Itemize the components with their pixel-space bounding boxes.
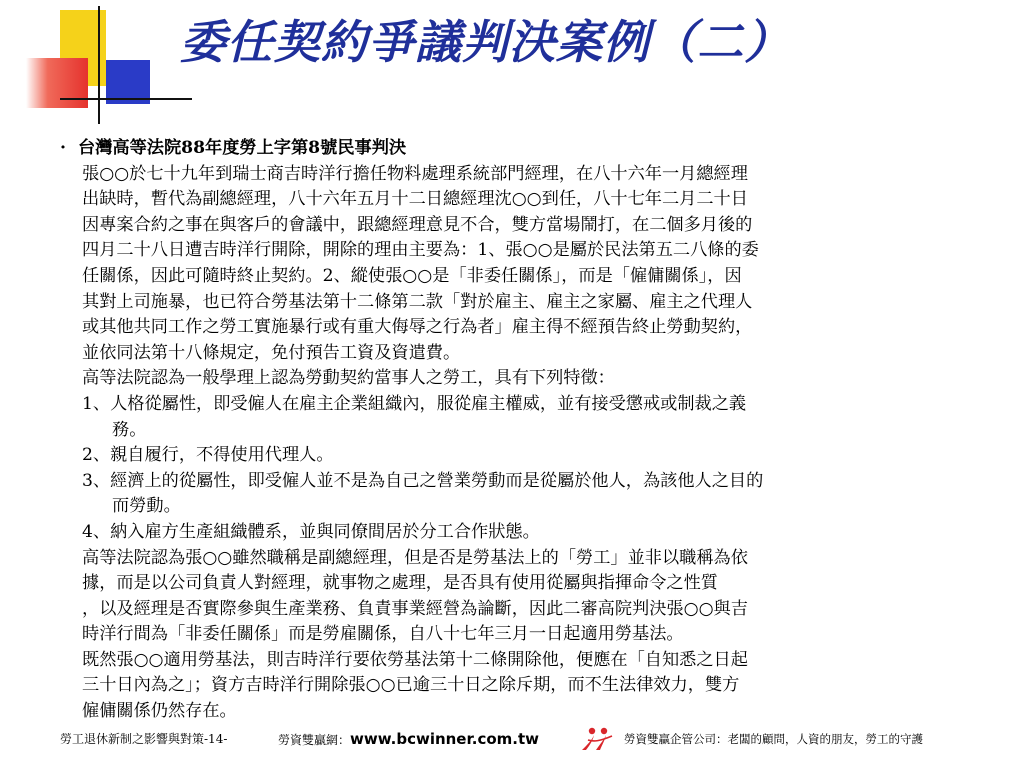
text-line: 僱傭關係仍然存在。 (82, 701, 237, 722)
text-line: 4、納入雇方生產組織體系，並與同僚間居於分工合作狀態。 (82, 521, 540, 542)
text-line: 四月二十八日遭吉時洋行開除，開除的理由主要為：1、張○○是屬於民法第五二八條的委 (82, 240, 759, 261)
text-line: 高等法院認為張○○雖然職稱是副總經理，但是否是勞基法上的「勞工」並非以職稱為依 (82, 547, 748, 568)
text-line: 因專案合約之事在與客戶的會議中，跟總經理意見不合，雙方當場鬧打，在二個多月後的 (82, 214, 753, 235)
text-line: 張○○於七十九年到瑞士商吉時洋行擔任物料處理系統部門經理，在八十六年一月總經理 (82, 163, 748, 184)
text-line: 1、人格從屬性，即受僱人在雇主企業組織內，服從雇主權威，並有接受懲戒或制裁之義 (82, 393, 747, 414)
text-line: 其對上司施暴，也已符合勞基法第十二條第二款「對於雇主、雇主之家屬、雇主之代理人 (82, 291, 753, 312)
text-line: 時洋行間為「非委任關係」而是勞雇關係，自八十七年三月一日起適用勞基法。 (82, 624, 684, 645)
footer-site-label: 勞資雙贏網： (278, 733, 351, 747)
text-line: 3、經濟上的從屬性，即受僱人並不是為自己之營業勞動而是從屬於他人，為該他人之目的 (82, 470, 764, 491)
footer-slogan: 勞資雙贏企管公司：老闆的顧問，人資的朋友，勞工的守護 (624, 732, 923, 746)
text-line: 據，而是以公司負責人對經理，就事物之處理，是否具有使用從屬與指揮命令之性質 (82, 573, 718, 594)
text-line: 而勞動。 (112, 496, 181, 517)
text-line: 並依同法第十八條規定，免付預告工資及資遣費。 (82, 342, 461, 363)
footer (0, 724, 1024, 754)
text-line: 務。 (112, 419, 147, 440)
company-logo-icon (578, 726, 618, 752)
text-line: 三十日內為之」；資方吉時洋行開除張○○已逾三十日之除斥期，而不生法律效力，雙方 (82, 675, 740, 696)
text-line: 2、親自履行，不得使用代理人。 (82, 445, 334, 466)
footer-site (278, 724, 539, 755)
text-line: 任關係，因此可隨時終止契約。2、縱使張○○是「非委任關係」，而是「僱傭關係」，因 (82, 265, 742, 286)
case-heading-text: 台灣高等法院88年度勞上字第8號民事判決 (78, 138, 407, 158)
text-line: 高等法院認為一般學理上認為勞動契約當事人之勞工，具有下列特徵： (82, 368, 615, 389)
text-line: 既然張○○適用勞基法，則吉時洋行要依勞基法第十二條開除他，便應在「自知悉之日起 (82, 649, 748, 670)
text-line: 出缺時，暫代為副總經理，八十六年五月十二日總經理沈○○到任，八十七年二月二十日 (82, 189, 748, 210)
decor-vertical-line (98, 6, 100, 124)
case-heading (60, 136, 990, 162)
decor-red-square (26, 58, 88, 108)
case-text (60, 162, 990, 725)
page-title: 委任契約爭議判決案例（二） (180, 15, 791, 69)
text-line: 或其他共同工作之勞工實施暴行或有重大侮辱之行為者」雇主得不經預告終止勞動契約， (82, 317, 753, 338)
decor-horizontal-line (60, 98, 192, 100)
bullet-icon: · (60, 138, 66, 158)
footer-url-link[interactable]: www.bcwinner.com.tw (350, 730, 539, 748)
text-line: ，以及經理是否實際參與生產業務、負責事業經營為論斷，因此二審高院判決張○○與吉 (82, 598, 748, 619)
document-body (60, 136, 990, 725)
footer-page-label: 勞工退休新制之影響與對策-14- (60, 732, 228, 746)
